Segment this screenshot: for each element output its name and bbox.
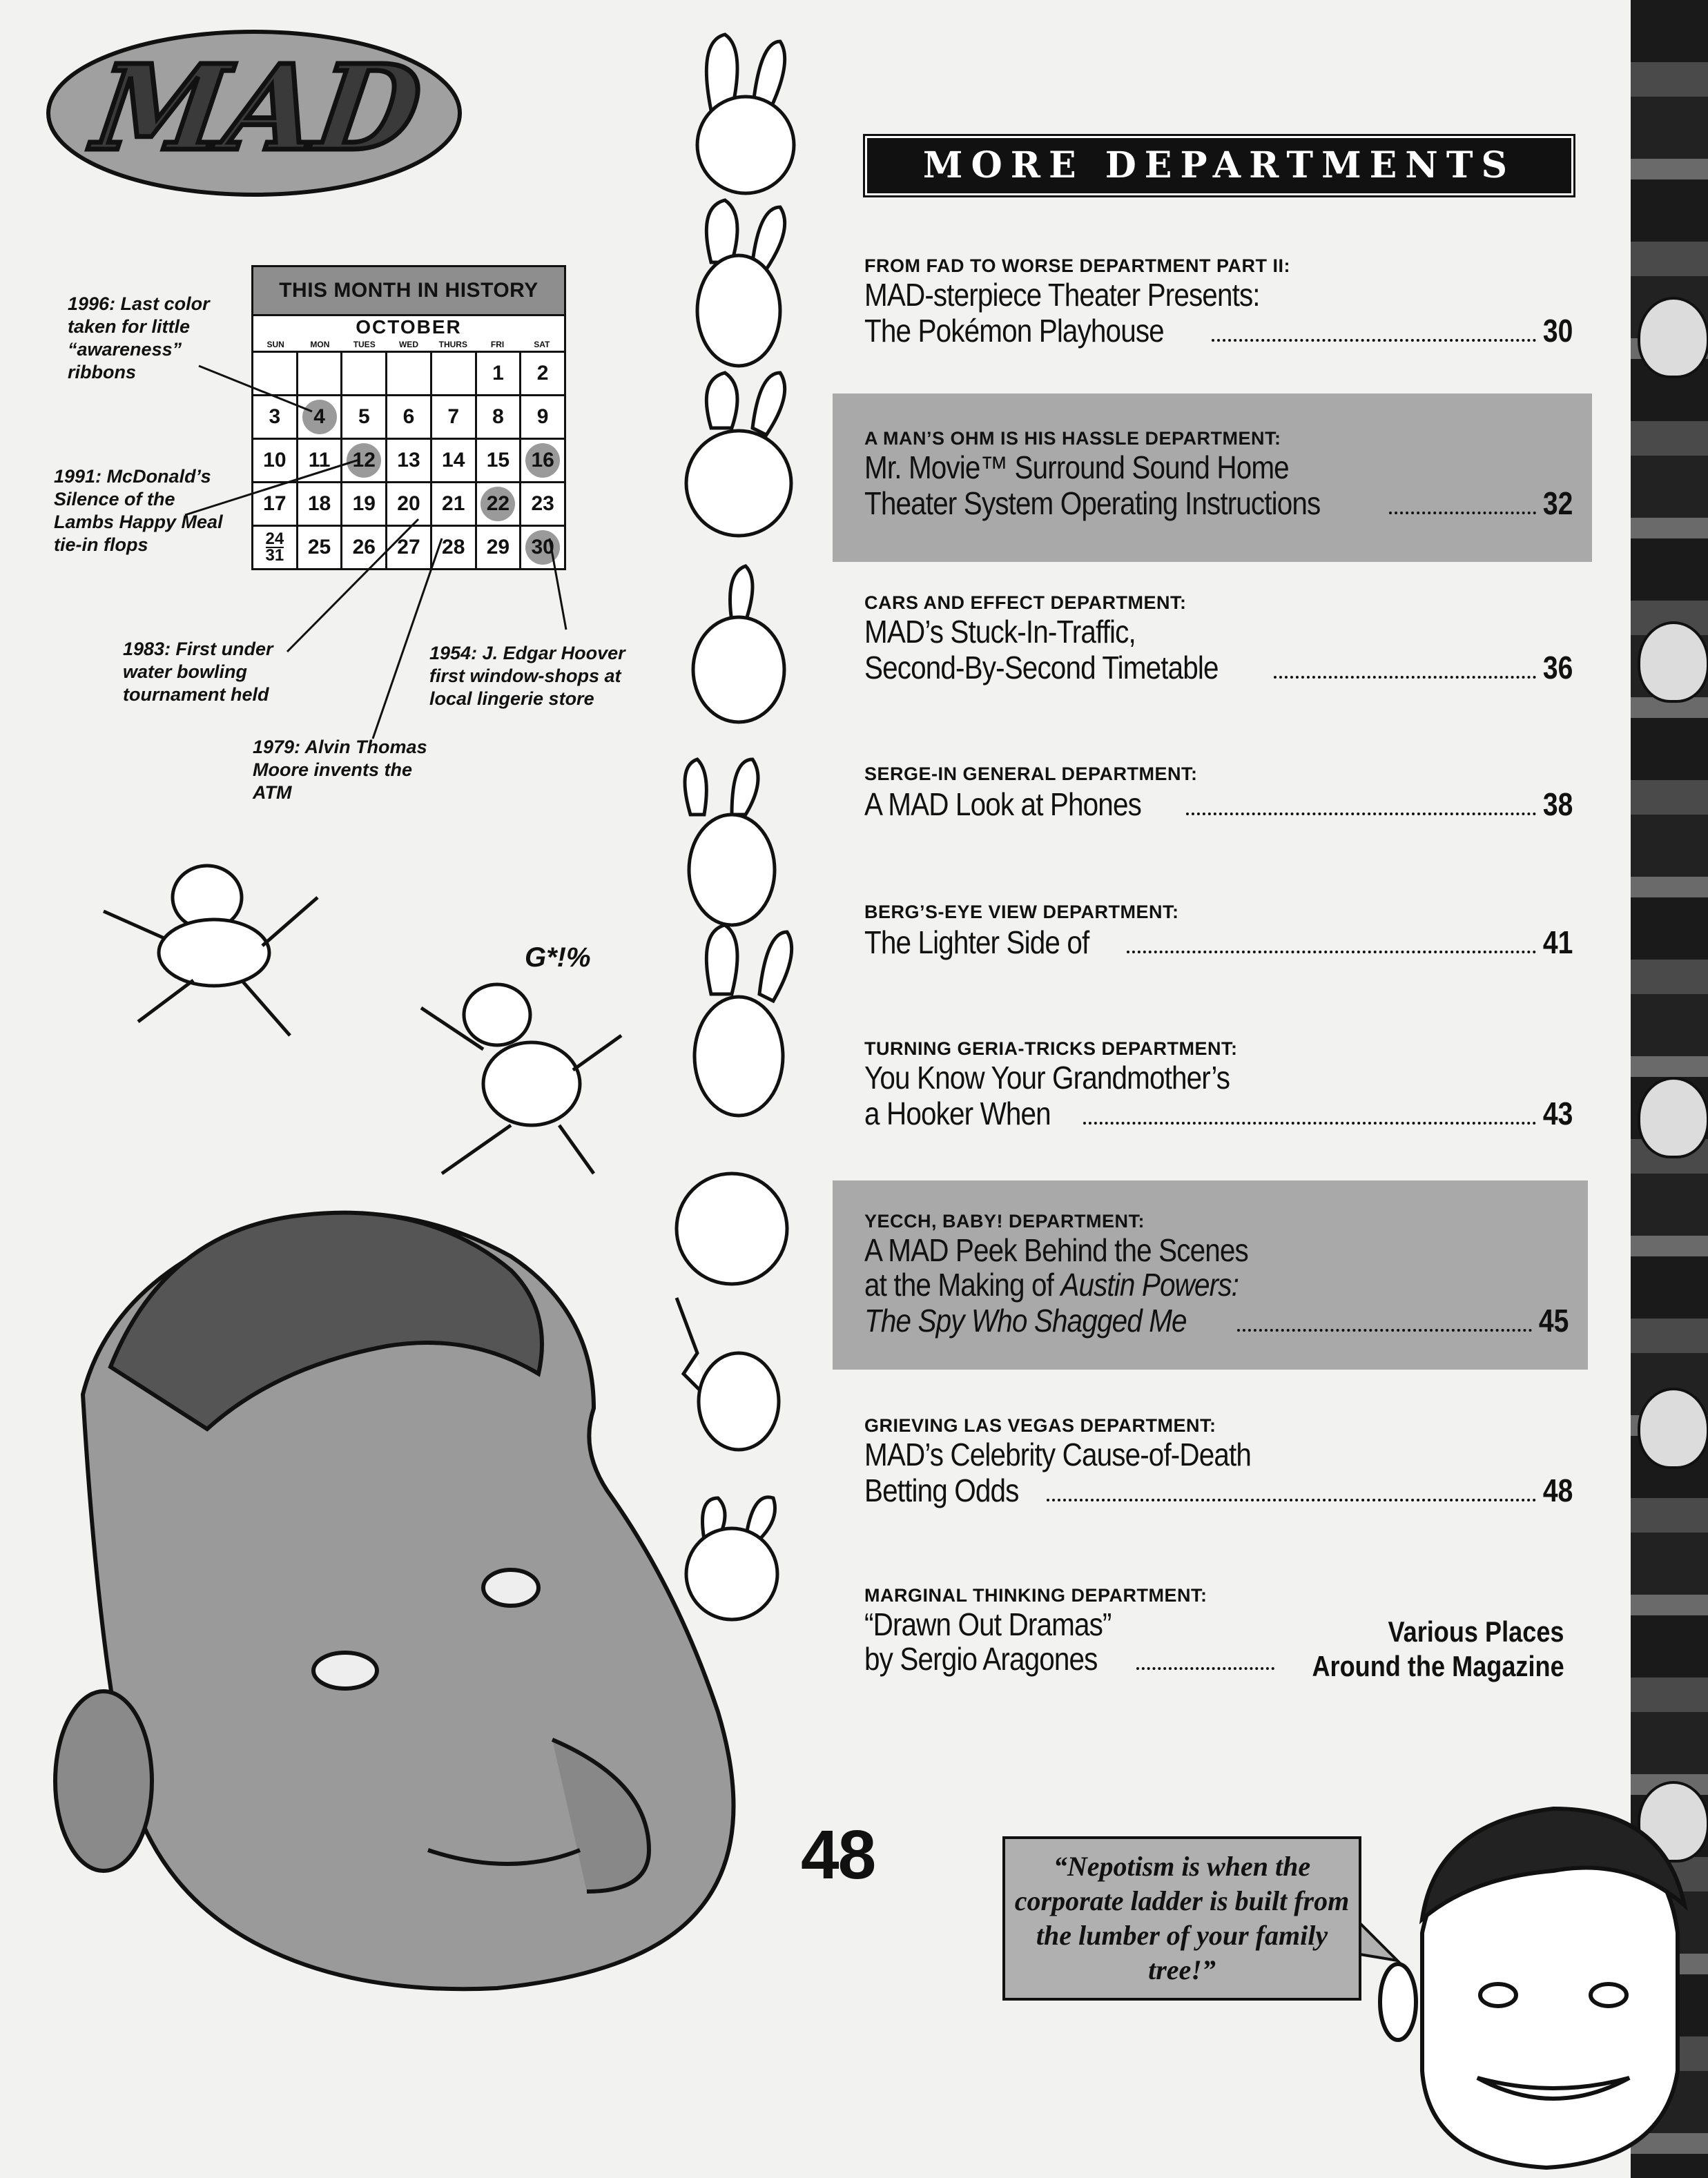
page-number: 38: [1542, 786, 1573, 822]
department-name: TURNING GERIA-TRICKS DEPARTMENT:: [864, 1038, 1238, 1059]
dot-leader: [1047, 1499, 1536, 1501]
department-name: BERG’S-EYE VIEW DEPARTMENT:: [864, 902, 1179, 922]
article-title: at the Making of Austin Powers:: [864, 1267, 1239, 1303]
calendar-day: 4: [298, 396, 343, 440]
article-title: Mr. Movie™ Surround Sound Home: [864, 449, 1289, 485]
calendar-day: 27: [387, 527, 432, 570]
department-name: SERGE-IN GENERAL DEPARTMENT:: [864, 764, 1198, 784]
page-range-line2: Around the Magazine: [1312, 1650, 1564, 1682]
toc-entry[interactable]: [833, 1180, 1588, 1370]
calendar-day: 5: [342, 396, 387, 440]
caricature-head: [55, 1213, 734, 1990]
rabbit-head-icon: [686, 1497, 777, 1620]
toc-entry[interactable]: [833, 757, 1592, 837]
toc-entry[interactable]: [833, 249, 1592, 364]
calendar-day: 12: [342, 440, 387, 483]
department-name: YECCH, BABY! DEPARTMENT:: [864, 1211, 1145, 1232]
rabbit-head-icon: [693, 566, 784, 722]
calendar-day: 10: [253, 440, 298, 483]
page-number: 30: [1542, 313, 1573, 349]
department-name: GRIEVING LAS VEGAS DEPARTMENT:: [864, 1415, 1216, 1436]
page-number: 41: [1542, 924, 1573, 960]
article-title: You Know Your Grandmother’s: [864, 1060, 1230, 1096]
weekday-label: FRI: [490, 340, 505, 349]
calendar-day: 22: [477, 483, 522, 527]
cartoon-exclaim: G*!%: [525, 942, 591, 973]
rabbit-head-icon: [685, 759, 775, 925]
article-title: MAD’s Stuck-In-Traffic,: [864, 614, 1136, 650]
note-1983: 1983: First under water bowling tournament held: [123, 639, 273, 705]
toc-entry[interactable]: [833, 393, 1592, 562]
article-title: MAD-sterpiece Theater Presents:: [864, 277, 1260, 313]
calendar-day: 25: [298, 527, 343, 570]
article-title: by Sergio Aragones: [864, 1641, 1098, 1677]
toc-entry[interactable]: [833, 585, 1592, 701]
cartoon-cursing-man: [421, 984, 621, 1174]
calendar-day: 11: [298, 440, 343, 483]
calendar-day: 15: [477, 440, 522, 483]
calendar-day: 9: [521, 396, 566, 440]
rabbit-head-icon: [677, 1298, 779, 1450]
page-number: 43: [1542, 1096, 1573, 1131]
toc-entry[interactable]: [833, 895, 1592, 975]
weekday-label: SAT: [534, 340, 550, 349]
article-title: The Pokémon Playhouse: [864, 313, 1164, 349]
calendar-day: 13: [387, 440, 432, 483]
weekday-label: SUN: [266, 340, 284, 349]
dot-leader: [1083, 1122, 1536, 1125]
calendar-day: 7: [432, 396, 477, 440]
calendar-day: 26: [342, 527, 387, 570]
calendar-day: 20: [387, 483, 432, 527]
calendar-header: THIS MONTH IN HISTORY: [251, 265, 566, 316]
article-title: The Lighter Side of: [864, 924, 1089, 960]
logo-text: MAD: [86, 39, 429, 177]
note-1979: 1979: Alvin Thomas Moore invents the ATM: [253, 737, 427, 803]
calendar-day: 24 31: [253, 527, 298, 570]
dot-leader: [1127, 951, 1536, 953]
calendar-day: 6: [387, 396, 432, 440]
cartoon-running-man: [104, 866, 318, 1035]
toc-entry[interactable]: [833, 1031, 1592, 1147]
calendar-day: 23: [521, 483, 566, 527]
article-title: “Drawn Out Dramas”: [864, 1606, 1112, 1642]
article-title: A MAD Peek Behind the Scenes: [864, 1232, 1248, 1268]
calendar-day: 18: [298, 483, 343, 527]
page-number: 48: [1542, 1472, 1573, 1508]
department-name: CARS AND EFFECT DEPARTMENT:: [864, 592, 1187, 613]
calendar-day: 8: [477, 396, 522, 440]
department-name: A MAN’S OHM IS HIS HASSLE DEPARTMENT:: [864, 428, 1281, 449]
article-title: a Hooker When: [864, 1096, 1051, 1131]
calendar-day: 19: [342, 483, 387, 527]
page-range-line1: Various Places: [1388, 1615, 1564, 1648]
dot-leader: [1274, 676, 1536, 679]
rabbit-head-icon: [697, 200, 785, 366]
article-title: Second-By-Second Timetable: [864, 650, 1219, 686]
page-number: 32: [1542, 485, 1573, 521]
department-name: MARGINAL THINKING DEPARTMENT:: [864, 1585, 1207, 1606]
calendar-day: 17: [253, 483, 298, 527]
dot-leader: [1237, 1329, 1532, 1332]
rabbit-head-icon: [686, 373, 791, 536]
article-title: MAD’s Celebrity Cause-of-Death: [864, 1437, 1252, 1472]
page-number: 45: [1538, 1303, 1569, 1339]
page-number: 36: [1542, 650, 1573, 686]
article-title: The Spy Who Shagged Me: [864, 1303, 1187, 1339]
calendar-day: 2: [521, 353, 566, 396]
calendar-month: OCTOBER: [251, 316, 566, 338]
article-title: Theater System Operating Instructions: [864, 485, 1321, 521]
rabbit-head-icon: [697, 35, 794, 193]
note-1991: 1991: McDonald’s Silence of the Lambs Happy Meal tie-in flops: [54, 466, 223, 555]
page-number-large: 48: [801, 1816, 875, 1894]
weekday-label: TUES: [353, 340, 376, 349]
calendar-day: 21: [432, 483, 477, 527]
calendar-day: 28: [432, 527, 477, 570]
more-departments-banner: MORE DEPARTMENTS: [867, 138, 1571, 193]
calendar-day: 3: [253, 396, 298, 440]
calendar-day: 29: [477, 527, 522, 570]
dot-leader: [1136, 1667, 1275, 1670]
calendar-day: 16: [521, 440, 566, 483]
article-title: Betting Odds: [864, 1472, 1019, 1508]
alfred-e-neuman: [1380, 1809, 1685, 2168]
rabbit-head-icon: [677, 1174, 787, 1284]
note-1954: 1954: J. Edgar Hoover first window-shops at local lingerie store: [429, 643, 625, 709]
weekday-label: WED: [398, 340, 418, 349]
calendar-day: 14: [432, 440, 477, 483]
rabbit-head-icon: [695, 925, 792, 1116]
weekday-label: MON: [310, 340, 330, 349]
article-title: A MAD Look at Phones: [864, 786, 1141, 822]
calendar-day: 1: [477, 353, 522, 396]
quote-box: [1002, 1836, 1361, 2001]
dot-leader: [1389, 512, 1535, 514]
dot-leader: [1212, 339, 1536, 342]
toc-entry[interactable]: [833, 1408, 1592, 1524]
rabbit-heads: [677, 35, 794, 1620]
department-name: FROM FAD TO WORSE DEPARTMENT PART II:: [864, 255, 1290, 276]
quote-text: “Nepotism is when the corporate ladder is built from the lumber of your family tree!”: [1014, 1851, 1350, 1985]
dot-leader: [1186, 813, 1536, 815]
calendar-day: 30: [521, 527, 566, 570]
note-1996: 1996: Last color taken for little “awareness” ribbons: [68, 293, 210, 382]
weekday-label: THURS: [438, 340, 467, 349]
